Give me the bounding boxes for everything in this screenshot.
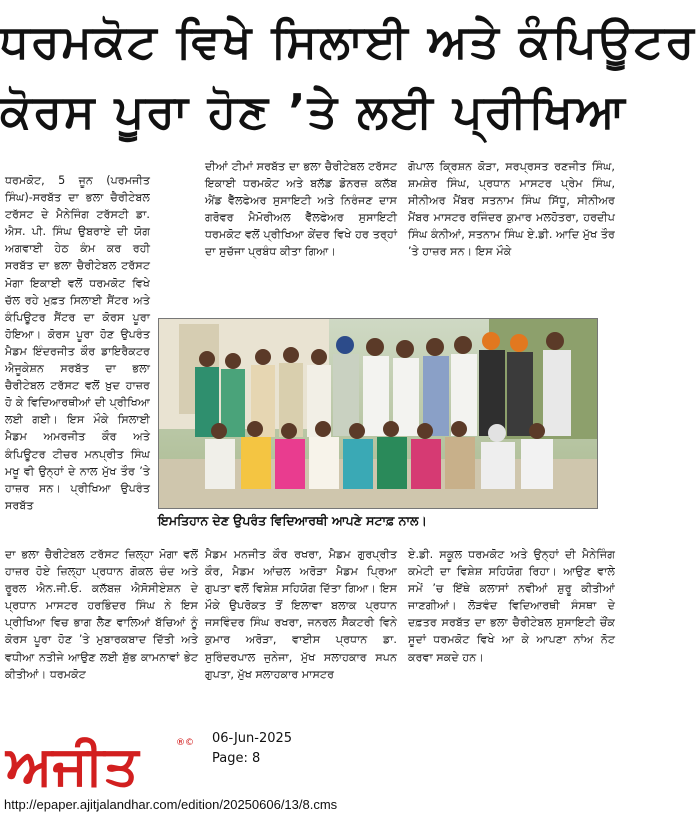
registered-mark: ®© xyxy=(176,738,194,748)
article-column-3-top: ਗੋਪਾਲ ਕ੍ਰਿਸ਼ਨ ਕੋੜਾ, ਸਰਪ੍ਰਸਤ ਰਣਜੀਤ ਸਿੰਘ, ਸ਼ਮਸ਼ੇਰ ਸਿੰਘ, ਪ੍ਰਧਾਨ ਮਾਸਟਰ ਪ੍ਰੇਮ ਸਿੰਘ, ਸੀਨੀਅਰ ਮੈਂਬਰ ਸਤਨਾਮ ਸਿੰਘ ਸਿੱਧੂ, ਸੀਨੀਅਰ ਮੈਂਬਰ ਮਾਸਟਰ ਰਜਿੰਦਰ ਕੁਮਾਰ ਮਲਹੋਤਰਾ, ਹਰਦੀਪ ਸਿੰਘ ਕੰਨੀਆਂ, ਸਤਨਾਮ ਸਿੰਘ ਏ.ਡੀ. ਆਦਿ ਮੁੱਖ ਤੌਰ ’ਤੇ ਹਾਜ਼ਰ ਸਨ। ਇਸ ਮੌਕੇ xyxy=(408,160,615,259)
edition-date: 06-Jun-2025 xyxy=(212,731,293,746)
photo-caption: ਇਮਤਿਹਾਨ ਦੇਣ ਉਪਰੰਤ ਵਿਦਿਆਰਥੀ ਆਪਣੇ ਸਟਾਫ਼ ਨਾਲ। xyxy=(158,513,427,528)
article-column-1-bottom: ਦਾ ਭਲਾ ਚੈਰੀਟੇਬਲ ਟਰੱਸਟ ਜ਼ਿਲ੍ਹਾ ਮੋਗਾ ਵਲੋਂ ਹਾਜ਼ਰ ਹੋਏ ਜ਼ਿਲ੍ਹਾ ਪ੍ਰਧਾਨ ਗੋਕਲ ਚੰਦ ਅਤੇ ਰੂਰਲ ਐਨ.ਜੀ.ਓ. ਕਲੱਬਜ਼ ਐਸੋਸੀਏਸ਼ਨ ਦੇ ਪ੍ਰਧਾਨ ਮਾਸਟਰ ਹਰਭਿੰਦਰ ਸਿੰਘ ਨੇ ਇਸ ਪ੍ਰੀਖਿਆ ਵਿਚ ਭਾਗ ਲੈਣ ਵਾਲਿਆਂ ਬੱਚਿਆਂ ਨੂੰ ਕੋਰਸ ਪੂਰਾ ਹੋਣ ’ਤੇ ਮੁਬਾਰਕਬਾਦ ਦਿੱਤੀ ਅਤੇ ਵਧੀਆ ਨਤੀਜੇ ਆਉਣ ਲਈ ਸ਼ੁੱਭ ਕਾਮਨਾਵਾਂ ਭੇਟ ਕੀਤੀਆਂ। ਧਰਮਕੋਟ xyxy=(5,548,198,681)
article-column-2-top: ਦੀਆਂ ਟੀਮਾਂ ਸਰਬੱਤ ਦਾ ਭਲਾ ਚੈਰੀਟੇਬਲ ਟਰੱਸਟ ਇਕਾਈ ਧਰਮਕੋਟ ਅਤੇ ਬਲੱਡ ਡੋਨਰਜ਼ ਕਲੱਬ ਐਂਡ ਵੈੱਲਫੇਅਰ ਸੁਸਾਇਟੀ ਅਤੇ ਨਿਰੰਜਣ ਦਾਸ ਗਰੋਵਰ ਮੈਮੋਰੀਅਲ ਵੈੱਲਫੇਅਰ ਸੁਸਾਇਟੀ ਧਰਮਕੋਟ ਵਲੋਂ ਪ੍ਰੀਖਿਆ ਕੇਂਦਰ ਵਿਖੇ ਹਰ ਤਰ੍ਹਾਂ ਦਾ ਸੁਚੱਜਾ ਪ੍ਰਬੰਧ ਕੀਤਾ ਗਿਆ। xyxy=(205,160,397,259)
ajit-logo xyxy=(2,728,200,798)
page-number: Page: 8 xyxy=(212,751,261,766)
source-url[interactable]: http://epaper.ajitjalandhar.com/edition/20250606/13/8.cms xyxy=(4,797,338,812)
group-photo xyxy=(158,318,598,509)
article-column-3-bottom: ਏ.ਡੀ. ਸਕੂਲ ਧਰਮਕੋਟ ਅਤੇ ਉਨ੍ਹਾਂ ਦੀ ਮੈਨੇਜਿੰਗ ਕਮੇਟੀ ਦਾ ਵਿਸ਼ੇਸ਼ ਸਹਿਯੋਗ ਰਿਹਾ। ਆਉਣ ਵਾਲੇ ਸਮੇਂ ’ਚ ਇੱਥੇ ਕਲਾਸਾਂ ਨਵੀਆਂ ਸ਼ੁਰੂ ਕੀਤੀਆਂ ਜਾਣਗੀਆਂ। ਲੋੜਵੰਦ ਵਿਦਿਆਰਥੀ ਸੰਸਥਾ ਦੇ ਦਫ਼ਤਰ ਸਰਬੱਤ ਦਾ ਭਲਾ ਚੈਰੀਟੇਬਲ ਸੁਸਾਇਟੀ ਚੌਂਕ ਸੂਦਾਂ ਧਰਮਕੋਟ ਵਿਖੇ ਆ ਕੇ ਆਪਣਾ ਨਾਂਅ ਨੋਟ ਕਰਵਾ ਸਕਦੇ ਹਨ। xyxy=(408,548,615,664)
article-column-2-bottom: ਮੈਡਮ ਮਨਜੀਤ ਕੌਰ ਰਖਰਾ, ਮੈਡਮ ਗੁਰਪ੍ਰੀਤ ਕੌਰ, ਮੈਡਮ ਆਂਚਲ ਅਰੋੜਾ ਮੈਡਮ ਪ੍ਰਿਆ ਗੁਪਤਾ ਵਲੋਂ ਵਿਸ਼ੇਸ਼ ਸਹਿਯੋਗ ਦਿੱਤਾ ਗਿਆ। ਇਸ ਮੌਕੇ ਉਪਰੋਕਤ ਤੋਂ ਇਲਾਵਾ ਬਲਾਕ ਪ੍ਰਧਾਨ ਜਸਵਿੰਦਰ ਸਿੰਘ ਰਖਰਾ, ਜਨਰਲ ਸੈਕਟਰੀ ਵਿਨੇ ਕੁਮਾਰ ਅਰੋੜਾ, ਵਾਈਸ ਪ੍ਰਧਾਨ ਡਾ. ਸੁਰਿੰਦਰਪਾਲ ਜੁਨੇਜਾ, ਮੁੱਖ ਸਲਾਹਕਾਰ ਸਪਨ ਗੁਪਤਾ, ਮੁੱਖ ਸਲਾਹਕਾਰ ਮਾਸਟਰ xyxy=(205,548,397,681)
logo-wordmark: ਅਜੀਤ xyxy=(6,734,139,797)
article-column-1-top: ਧਰਮਕੋਟ, 5 ਜੂਨ (ਪਰਮਜੀਤ ਸਿੰਘ)-ਸਰਬੱਤ ਦਾ ਭਲਾ ਚੈਰੀਟੇਬਲ ਟਰੱਸਟ ਦੇ ਮੈਨੇਜਿੰਗ ਟਰੱਸਟੀ ਡਾ. ਐਸ. ਪੀ. ਸਿੰਘ ਉਬਰਾਏ ਦੀ ਯੋਗ ਅਗਵਾਈ ਹੇਠ ਕੰਮ ਕਰ ਰਹੀ ਸਰਬੱਤ ਦਾ ਭਲਾ ਚੈਰੀਟੇਬਲ ਟਰੱਸਟ ਮੋਗਾ ਇਕਾਈ ਵਲੋਂ ਧਰਮਕੋਟ ਵਿਖੇ ਚੱਲ ਰਹੇ ਮੁਫ਼ਤ ਸਿਲਾਈ ਸੈਂਟਰ ਅਤੇ ਕੰਪਿਊਟਰ ਸੈਂਟਰ ਦਾ ਕੋਰਸ ਪੂਰਾ ਹੋਇਆ। ਕੋਰਸ ਪੂਰਾ ਹੋਣ ਉਪਰੰਤ ਮੈਡਮ ਇੰਦਰਜੀਤ ਕੌਰ ਡਾਇਰੈਕਟਰ ਐਜੂਕੇਸ਼ਨ ਸਰਬੱਤ ਦਾ ਭਲਾ ਚੈਰੀਟੇਬਲ ਟਰੱਸਟ ਵਲੋਂ ਖ਼ੁਦ ਹਾਜ਼ਰ ਹੋ ਕੇ ਵਿਦਿਆਰਥੀਆਂ ਦੀ ਪ੍ਰੀਖਿਆ ਲਈ ਗਈ। ਇਸ ਮੌਕੇ ਸਿਲਾਈ ਮੈਡਮ ਅਮਰਜੀਤ ਕੌਰ ਅਤੇ ਕੰਪਿਊਟਰ ਟੀਚਰ ਮਨਪ੍ਰੀਤ ਸਿੰਘ ਮਖੂ ਵੀ ਉਨ੍ਹਾਂ ਦੇ ਨਾਲ ਮੁੱਖ ਤੌਰ ’ਤੇ ਹਾਜ਼ਰ ਸਨ। ਪ੍ਰੀਖਿਆ ਉਪਰੰਤ ਸਰਬੱਤ xyxy=(5,174,150,512)
headline-line-1: ਧਰਮਕੋਟ ਵਿਖੇ ਸਿਲਾਈ ਅਤੇ ਕੰਪਿਊਟਰ xyxy=(0,14,696,68)
headline-line-2: ਕੋਰਸ ਪੂਰਾ ਹੋਣ ’ਤੇ ਲਈ ਪ੍ਰੀਖਿਆ xyxy=(0,84,627,138)
